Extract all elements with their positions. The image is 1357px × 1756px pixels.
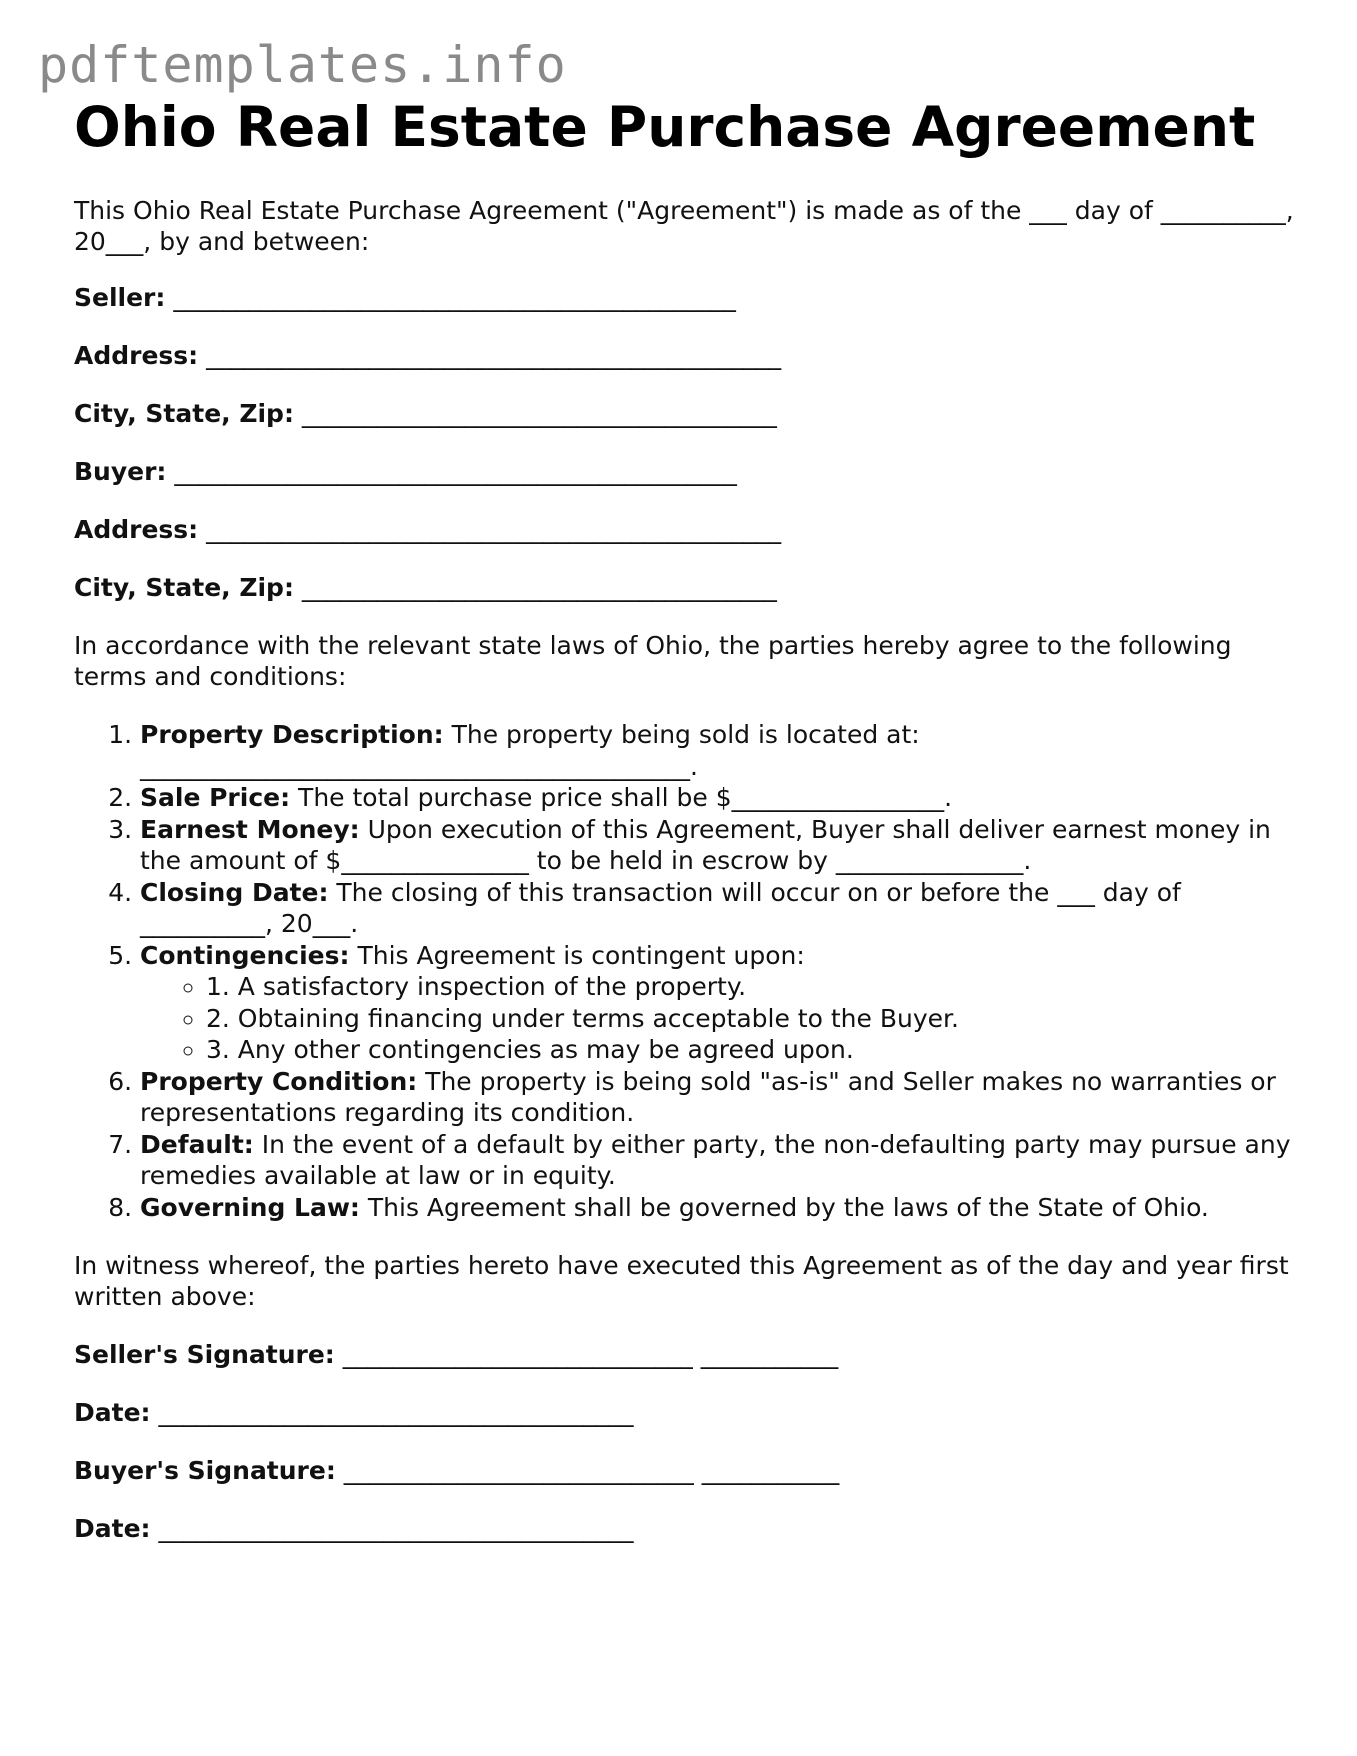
buyer-address-field: [74, 514, 1304, 545]
term-contingencies: [140, 940, 1304, 1066]
term-text: The property being sold is located at: ____________________________________________.: [140, 720, 920, 781]
document-title: Ohio Real Estate Purchase Agreement: [74, 95, 1256, 159]
buyer-city-label: City, State, Zip:: [74, 573, 294, 603]
seller-city-field: [74, 398, 1304, 429]
seller-address-label: Address:: [74, 341, 199, 371]
buyer-address-blank[interactable]: ______________________________________________: [198, 515, 782, 545]
seller-date-blank[interactable]: ______________________________________: [150, 1398, 634, 1428]
term-text: Upon execution of this Agreement, Buyer shall deliver earnest money in the amount of $_______________ to be held in escrow by _______________.: [140, 814, 1271, 876]
watermark-text: pdftemplates.info: [38, 36, 567, 94]
term-text: The closing of this transaction will occur on or before the ___ day of __________, 20___.: [140, 877, 1181, 939]
accordance-paragraph: In accordance with the relevant state laws of Ohio, the parties hereby agree to the following terms and conditions:: [74, 631, 1232, 692]
term-property-description: [140, 719, 1304, 782]
term-heading: Property Condition:: [140, 1066, 418, 1096]
term-governing-law: [140, 1192, 1304, 1224]
contingencies-list: [140, 971, 1304, 1066]
term-heading: Governing Law:: [140, 1192, 360, 1222]
document-page: [74, 96, 1304, 1544]
buyer-address-label: Address:: [74, 515, 199, 545]
seller-signature-blank[interactable]: ____________________________ ___________: [334, 1340, 839, 1370]
terms-list: [74, 719, 1304, 1223]
term-text: In the event of a default by either party, the non-defaulting party may pursue any remedies available at law or in equity.: [140, 1129, 1291, 1191]
term-closing-date: [140, 877, 1304, 940]
contingency-item: ◦ 2. Obtaining financing under terms acceptable to the Buyer.: [206, 1003, 1304, 1035]
term-property-condition: [140, 1066, 1304, 1129]
seller-signature-field: [74, 1339, 1304, 1370]
seller-date-field: [74, 1397, 1304, 1428]
buyer-label: Buyer:: [74, 457, 167, 487]
buyer-date-field: [74, 1513, 1304, 1544]
term-text: This Agreement is contingent upon:: [349, 940, 805, 970]
contingency-item: ◦ 1. A satisfactory inspection of the property.: [206, 971, 1304, 1003]
term-text: The property is being sold "as-is" and Seller makes no warranties or representations regarding its condition.: [140, 1066, 1276, 1128]
seller-city-label: City, State, Zip:: [74, 399, 294, 429]
contingency-item: ◦ 3. Any other contingencies as may be agreed upon.: [206, 1034, 1304, 1066]
term-heading: Property Description:: [140, 720, 444, 750]
seller-city-blank[interactable]: ______________________________________: [293, 399, 777, 429]
buyer-blank[interactable]: _____________________________________________: [166, 457, 737, 487]
buyer-field: [74, 456, 1304, 487]
seller-address-field: [74, 340, 1304, 371]
term-sale-price: [140, 782, 1304, 814]
buyer-signature-blank[interactable]: ____________________________ ___________: [335, 1456, 840, 1486]
seller-date-label: Date:: [74, 1398, 151, 1428]
seller-signature-label: Seller's Signature:: [74, 1340, 335, 1370]
term-default: [140, 1129, 1304, 1192]
term-heading: Closing Date:: [140, 877, 329, 907]
seller-label: Seller:: [74, 283, 166, 313]
term-heading: Earnest Money:: [140, 814, 360, 844]
term-heading: Contingencies:: [140, 940, 350, 970]
buyer-date-label: Date:: [74, 1514, 151, 1544]
term-text: This Agreement shall be governed by the laws of the State of Ohio.: [359, 1192, 1209, 1222]
seller-field: [74, 282, 1304, 313]
buyer-signature-label: Buyer's Signature:: [74, 1456, 336, 1486]
witness-paragraph: In witness whereof, the parties hereto have executed this Agreement as of the day and year first written above:: [74, 1251, 1289, 1312]
buyer-signature-field: [74, 1455, 1304, 1486]
term-heading: Default:: [140, 1129, 254, 1159]
intro-paragraph: This Ohio Real Estate Purchase Agreement ("Agreement") is made as of the ___ day of __________, 20___, by and between:: [74, 196, 1294, 257]
buyer-city-blank[interactable]: ______________________________________: [293, 573, 777, 603]
term-text: The total purchase price shall be $_________________.: [290, 783, 953, 813]
buyer-city-field: [74, 572, 1304, 603]
buyer-date-blank[interactable]: ______________________________________: [150, 1514, 634, 1544]
term-earnest-money: [140, 814, 1304, 877]
seller-blank[interactable]: _____________________________________________: [165, 283, 736, 313]
term-heading: Sale Price:: [140, 783, 291, 813]
seller-address-blank[interactable]: ______________________________________________: [198, 341, 782, 371]
